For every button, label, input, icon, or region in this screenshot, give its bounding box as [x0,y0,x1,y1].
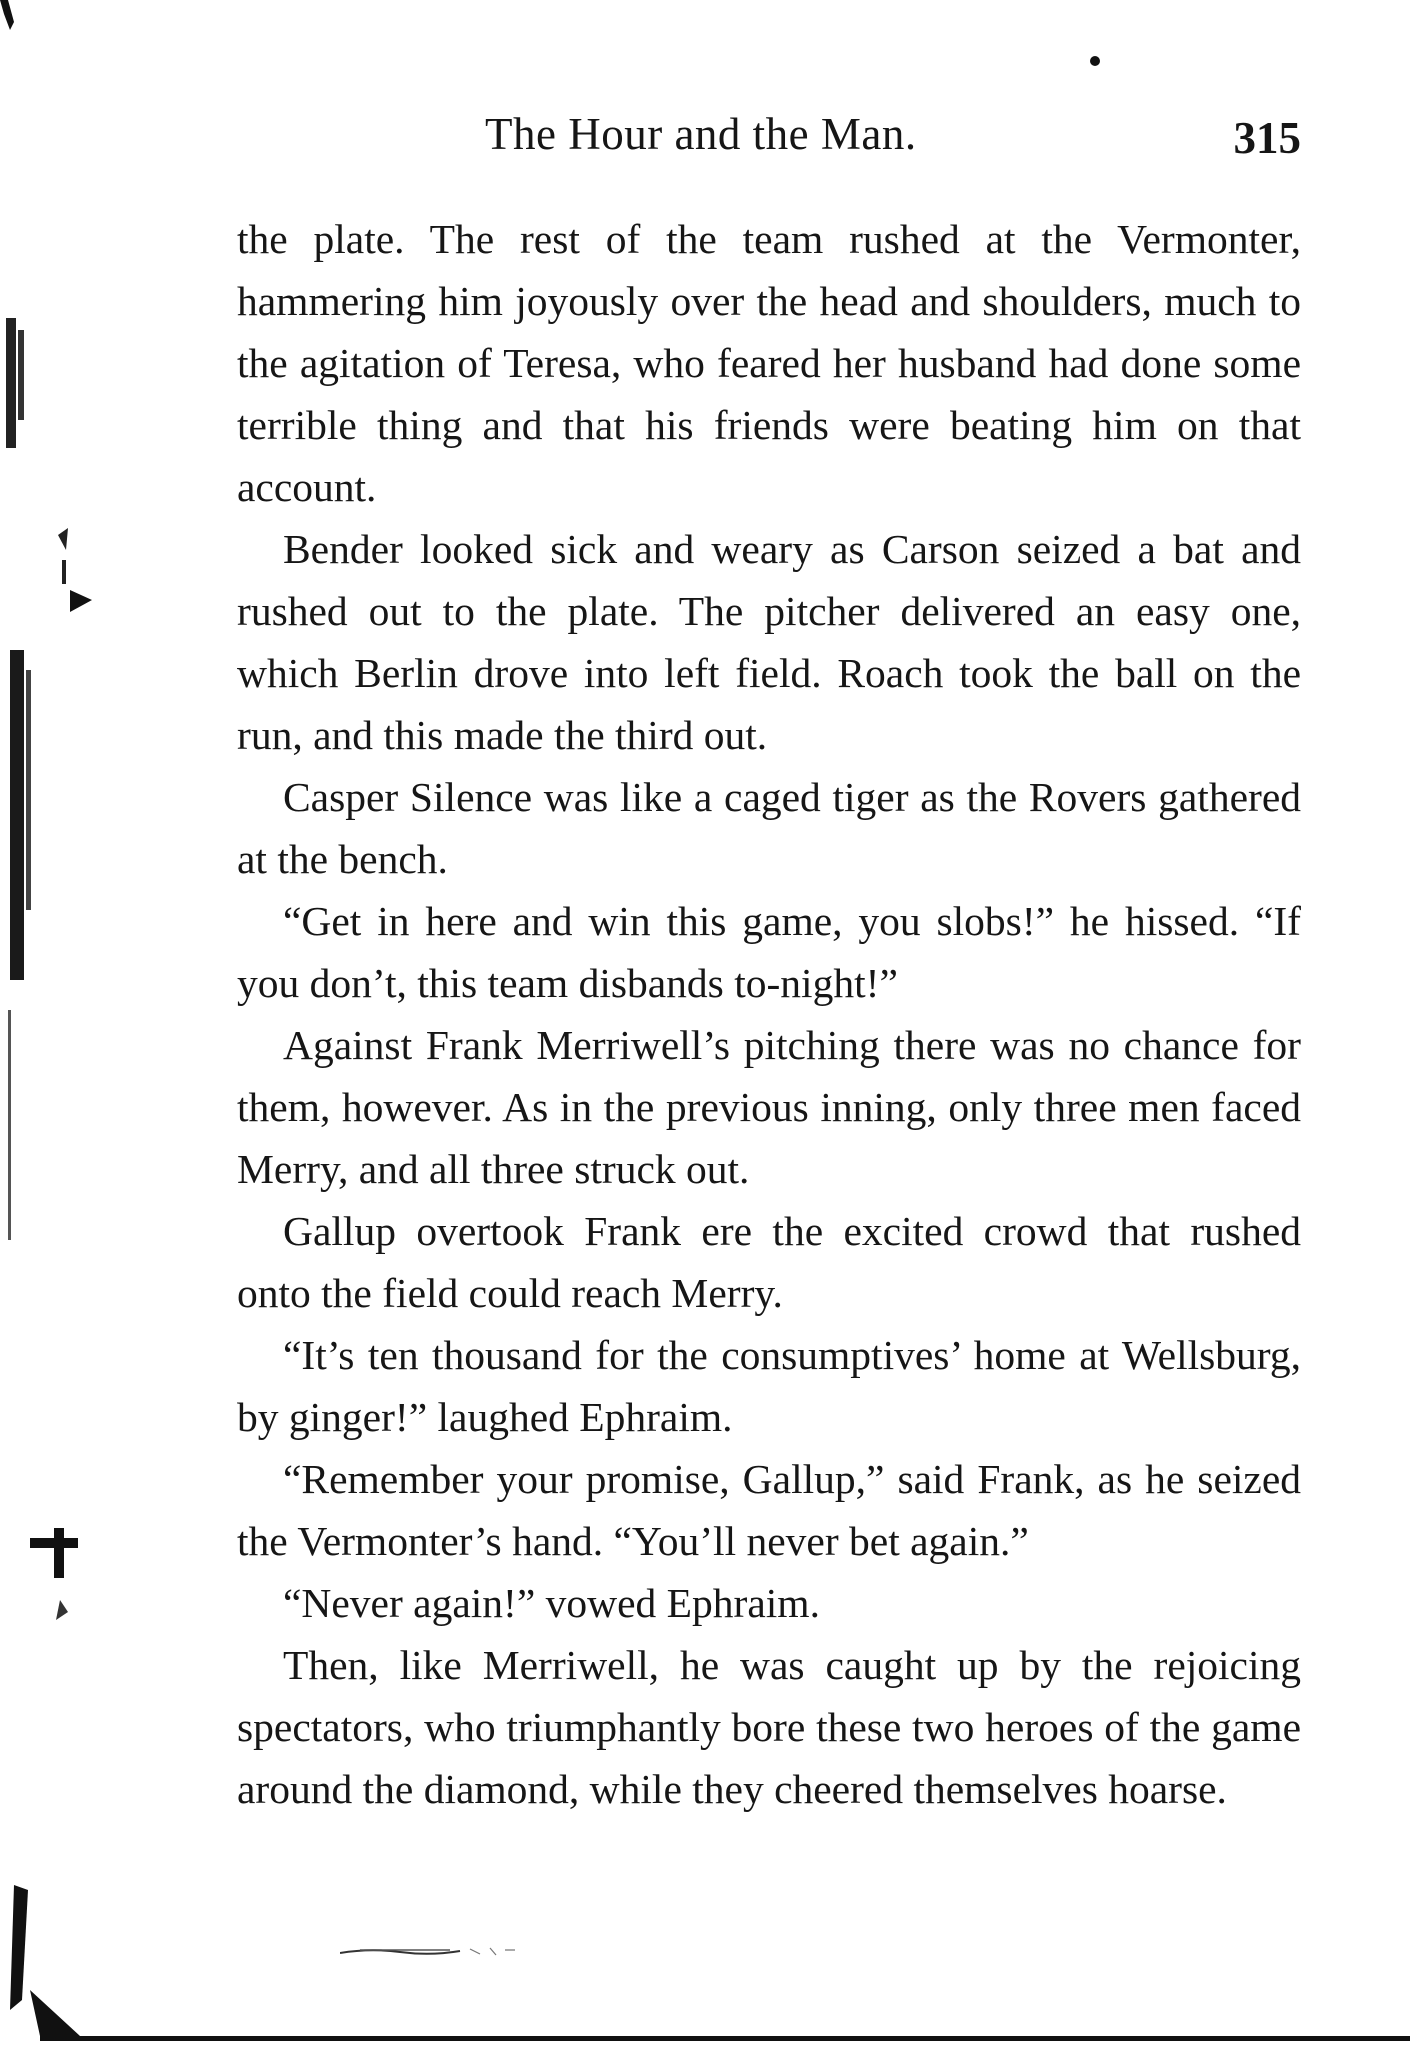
scanned-binding-edge [0,0,95,2055]
body-text [237,208,1301,1820]
paragraph: “Get in here and win this game, you slobs!” he hissed. “If you don’t, this team disbands to-night!” [237,898,1301,1006]
tailpiece-ornament [340,1944,570,1958]
paragraph: Casper Silence was like a caged tiger as the Rovers gathered at the bench. [237,774,1301,882]
bottom-scan-edge [40,2036,1410,2041]
paragraph: the plate. The rest of the team rushed at the Vermonter, hammering him joyously over the head and shoulders, much to the agitation of Teresa, who feared her husband had done some terrible thing and that his friends were beating him on that account. [237,216,1301,510]
page-number: 315 [1233,113,1301,163]
paragraph: “Remember your promise, Gallup,” said Frank, as he seized the Vermonter’s hand. “You’ll never bet again.” [237,1456,1301,1564]
paragraph: Gallup overtook Frank ere the excited crowd that rushed onto the field could reach Merry. [237,1208,1301,1316]
running-title: The Hour and the Man. [485,109,917,159]
paragraph: “It’s ten thousand for the consumptives’ home at Wellsburg, by ginger!” laughed Ephraim. [237,1332,1301,1440]
paragraph: Bender looked sick and weary as Carson seized a bat and rushed out to the plate. The pitcher delivered an easy one, which Berlin drove into left field. Roach took the ball on the run, and this made the third out. [237,526,1301,758]
paragraph: “Never again!” vowed Ephraim. [283,1580,820,1626]
ink-speck [1090,56,1100,66]
running-head [237,108,1301,168]
paragraph: Against Frank Merriwell’s pitching there was no chance for them, however. As in the previous inning, only three men faced Merry, and all three struck out. [237,1022,1301,1192]
paragraph: Then, like Merriwell, he was caught up by the rejoicing spectators, who triumphantly bore these two heroes of the game around the diamond, while they cheered themselves hoarse. [237,1642,1301,1812]
